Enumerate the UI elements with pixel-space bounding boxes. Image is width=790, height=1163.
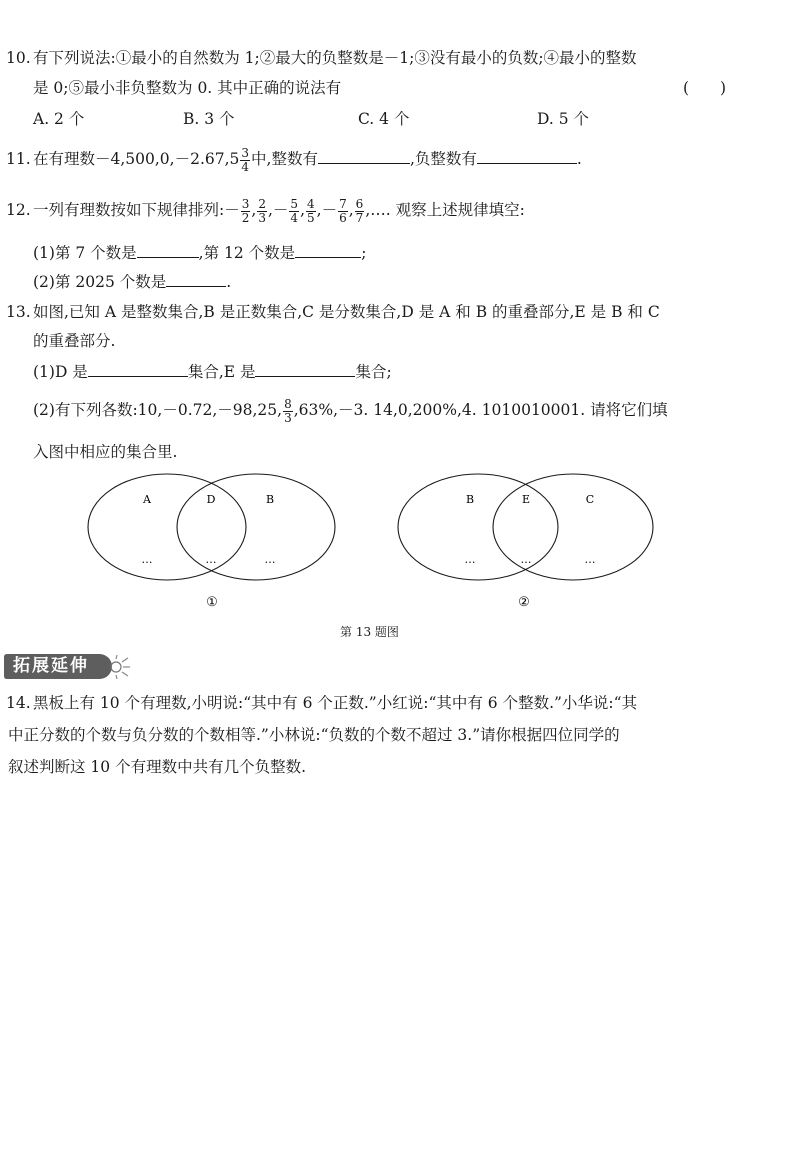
- question-prefix: 一列有理数按如下规律排列:: [33, 201, 225, 219]
- set-c-ellipse: [493, 474, 653, 580]
- question-text: 如图,已知 A 是整数集合,B 是正数集合,C 是分数集合,D 是 A 和 B 的重叠部分,E 是 B 和 C: [33, 303, 660, 321]
- answer-blank[interactable]: [166, 270, 226, 287]
- sub-question-text: (1)第 7 个数是: [33, 244, 137, 262]
- question-text: 中正分数的个数与负分数的个数相等.”小林说:“负数的个数不超过 3.”请你根据四位同学的: [8, 726, 620, 744]
- question-text: 的重叠部分.: [33, 332, 116, 350]
- denominator: 2: [241, 210, 250, 225]
- sub-question-end: .: [226, 273, 232, 291]
- numerator: 4: [307, 196, 315, 211]
- question-prefix: 在有理数－4,500,0,－2.67,5: [33, 150, 240, 168]
- section-title: 拓展延伸: [13, 656, 89, 676]
- diagram-label: ②: [518, 595, 530, 610]
- term-sign: －: [224, 201, 240, 219]
- fraction: [338, 198, 348, 225]
- sub-question-text: 集合;: [355, 363, 392, 381]
- fraction: [257, 198, 267, 225]
- ellipsis: …: [464, 553, 476, 566]
- question-text: 是 0;⑤最小非负整数为 0. 其中正确的说法有: [33, 79, 342, 97]
- answer-blank[interactable]: [137, 241, 199, 258]
- sub-question-text: (1)D 是: [33, 363, 88, 381]
- ellipsis: …: [205, 553, 217, 566]
- question-text: [33, 195, 525, 225]
- question-middle: 中,整数有: [251, 150, 318, 168]
- label-e: E: [521, 493, 531, 506]
- question-number: 10.: [6, 49, 31, 67]
- label-a: A: [143, 493, 151, 506]
- set-b-ellipse: [398, 474, 558, 580]
- question-text: 叙述判断这 10 个有理数中共有几个负整数.: [8, 758, 307, 776]
- question-end: .: [576, 150, 582, 168]
- numerator: 5: [290, 196, 299, 211]
- sequence-term: [305, 196, 317, 225]
- denominator: 4: [290, 210, 299, 225]
- sub-question-1: [33, 360, 392, 383]
- sun-burst-icon: [108, 655, 132, 679]
- option-d: D. 5 个: [537, 110, 590, 128]
- sub-question-text: ,63%,－3. 14,0,200%,4. 1010010001. 请将它们填: [293, 401, 668, 419]
- ellipsis: …: [141, 553, 153, 566]
- question-text: 黑板上有 10 个有理数,小明说:“其中有 6 个正数.”小红说:“其中有 6 个整数.”小华说:“其: [33, 694, 638, 712]
- question-number: 11.: [6, 150, 31, 168]
- answer-blank[interactable]: [88, 360, 188, 377]
- answer-blank[interactable]: [255, 360, 355, 377]
- label-d: D: [206, 493, 216, 506]
- sub-question-text: 入图中相应的集合里.: [33, 443, 178, 461]
- label-b: B: [465, 493, 475, 506]
- sub-question-2: [33, 270, 231, 293]
- denominator: 3: [284, 410, 292, 425]
- diagram-label: ①: [206, 595, 218, 610]
- term-sign: －: [321, 201, 338, 219]
- set-a-ellipse: [88, 474, 246, 580]
- venn-diagram-1: [80, 470, 345, 615]
- sub-question-2: [33, 395, 668, 425]
- denominator: 5: [307, 210, 315, 225]
- sequence-term: [354, 196, 366, 225]
- numerator: 6: [355, 196, 364, 211]
- ellipsis: …: [584, 553, 596, 566]
- question-number: 12.: [6, 201, 31, 219]
- sub-question-1: [33, 241, 366, 264]
- numerator: 3: [241, 196, 250, 211]
- set-b-ellipse: [177, 474, 335, 580]
- number-sequence: － $\frac{3}{2}$ , $\frac{2}{3}$ ,－ $\frac{5}{4}$ , $\frac{4}{5}$ ,－ $\frac{7}{6}$ , $\frac{6}{7}$: [224, 196, 364, 225]
- figure-caption: 第 13 题图: [340, 625, 399, 639]
- denominator: 6: [339, 210, 347, 225]
- option-a: A. 2 个: [33, 110, 85, 128]
- question-text: 有下列说法:①最小的自然数为 1;②最大的负整数是－1;③没有最小的负数;④最小的整数: [33, 49, 637, 67]
- answer-parenthesis: ( ): [683, 79, 727, 97]
- denominator: 3: [258, 210, 266, 225]
- numerator: 8: [284, 396, 292, 411]
- question-middle: ,负整数有: [409, 150, 477, 168]
- sequence-term: [224, 196, 251, 225]
- section-banner: [4, 651, 134, 681]
- question-suffix: ,…. 观察上述规律填空:: [365, 201, 525, 219]
- ellipsis: …: [264, 553, 276, 566]
- numerator: 7: [339, 196, 347, 211]
- fraction: [306, 198, 316, 225]
- venn-diagram-2: [390, 470, 665, 615]
- question-number: 14.: [6, 694, 31, 712]
- fraction: [283, 398, 293, 425]
- answer-blank[interactable]: [477, 147, 577, 164]
- answer-blank[interactable]: [318, 147, 410, 164]
- sequence-term: [321, 196, 349, 225]
- sequence-term: [256, 196, 268, 225]
- numerator: 3: [241, 145, 250, 160]
- denominator: 7: [355, 210, 364, 225]
- sub-question-end: ;: [361, 244, 367, 262]
- fraction: [355, 198, 365, 225]
- answer-blank[interactable]: [295, 241, 361, 258]
- option-b: B. 3 个: [183, 110, 235, 128]
- question-number: 13.: [6, 303, 31, 321]
- numerator: 2: [258, 196, 266, 211]
- ellipsis: …: [520, 553, 532, 566]
- fraction: [289, 198, 299, 225]
- denominator: 4: [241, 159, 250, 174]
- sub-question-text: (2)第 2025 个数是: [33, 273, 167, 291]
- sequence-term: [272, 196, 300, 225]
- option-c: C. 4 个: [358, 110, 410, 128]
- label-c: C: [585, 493, 595, 506]
- fraction: [241, 198, 251, 225]
- sub-question-text: ,第 12 个数是: [198, 244, 296, 262]
- label-b: B: [265, 493, 275, 506]
- sub-question-text: (2)有下列各数:10,－0.72,－98,25,: [33, 401, 283, 419]
- fraction: [240, 147, 250, 174]
- term-sign: －: [272, 201, 289, 219]
- sub-question-text: 集合,E 是: [187, 363, 256, 381]
- question-text: [33, 144, 582, 174]
